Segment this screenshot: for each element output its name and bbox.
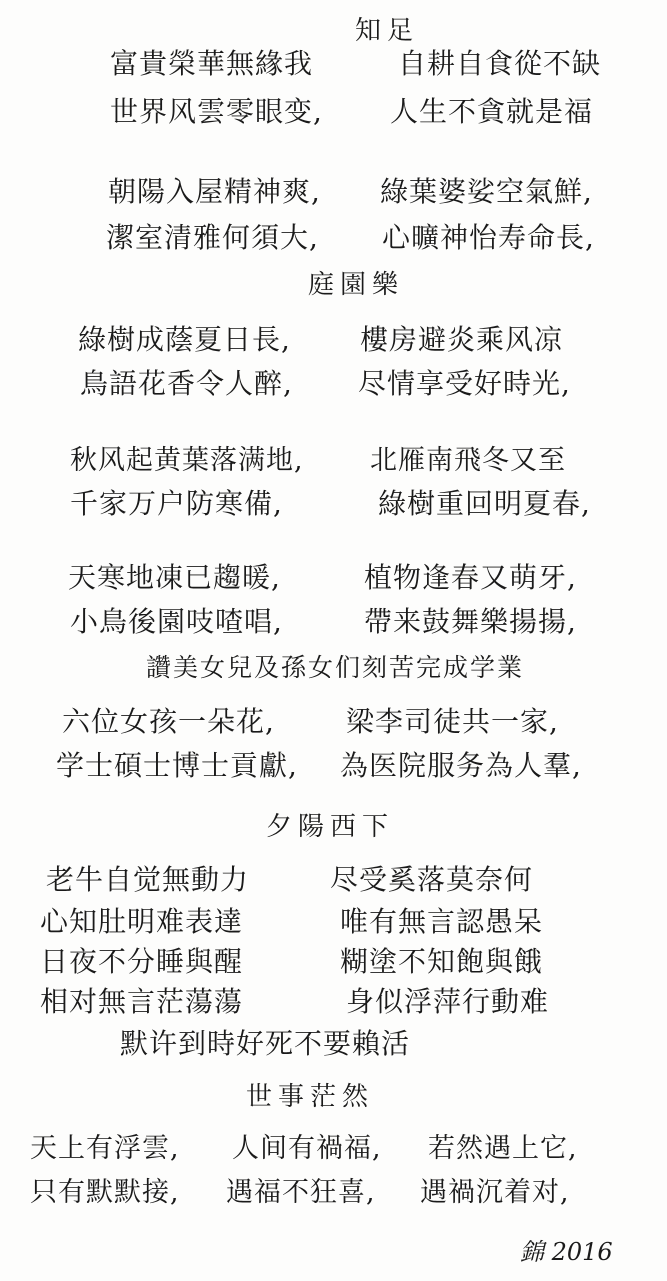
poem-line: 相对無言茫蕩蕩 [40, 985, 244, 1018]
poem-line: 植物逢春又萌牙, [364, 561, 577, 594]
poem-line: 尽情享受好時光, [358, 367, 571, 400]
poem-line: 帶来鼓舞樂揚揚, [364, 605, 577, 638]
poem-line: 身似浮萍行動难 [346, 985, 550, 1018]
poem-line: 六位女孩一朵花, [62, 705, 275, 738]
poem-line: 世界风雲零眼变, [110, 95, 323, 128]
poem-line: 遇福不狂喜, [226, 1177, 376, 1208]
poem-line: 心曠神怡寿命長, [382, 221, 595, 254]
poem-line: 天上有浮雲, [30, 1133, 180, 1164]
poem-line: 自耕自食從不缺 [398, 47, 602, 80]
poem-line: 遇禍沉着对, [420, 1177, 570, 1208]
poem-line: 若然遇上它, [428, 1133, 578, 1164]
section-title: 庭園樂 [308, 270, 405, 300]
section-title: 夕陽西下 [266, 812, 395, 842]
poem-line: 綠葉婆娑空氣鮮, [380, 175, 593, 208]
poem-line: 人间有禍福, [232, 1133, 382, 1164]
poem-line: 学士碩士博士貢獻, [56, 749, 298, 782]
poem-line: 默许到時好死不要賴活 [120, 1027, 411, 1060]
signature: 錦 2016 [520, 1238, 613, 1266]
poem-line: 心知肚明难表達 [40, 905, 244, 938]
poem-line: 秋风起黄葉落满地, [70, 445, 304, 476]
section-title: 世事茫然 [246, 1082, 375, 1112]
poem-line: 天寒地凍已趨暖, [68, 561, 281, 594]
poem-line: 唯有無言認愚呆 [340, 905, 544, 938]
poem-line: 老牛自觉無動力 [46, 863, 250, 896]
poem-line: 尽受奚落莫奈何 [330, 863, 534, 896]
poem-line: 潔室清雅何須大, [106, 221, 319, 254]
poem-line: 綠樹成蔭夏日長, [78, 323, 291, 356]
poem-line: 朝陽入屋精神爽, [108, 175, 321, 208]
poem-line: 糊塗不知飽與餓 [340, 945, 544, 978]
poem-line: 樓房避炎乘风凉 [360, 323, 564, 356]
section-title: 知足 [355, 16, 420, 46]
poem-line: 人生不貪就是福 [390, 95, 594, 128]
poem-line: 梁李司徒共一家, [346, 705, 559, 738]
poem-line: 為医院服务為人羣, [340, 749, 582, 782]
poem-line: 富貴榮華無緣我 [110, 47, 314, 80]
section-title: 讚美女兒及孫女们刻苦完成学業 [146, 653, 525, 682]
poem-line: 小鳥後園吱喳唱, [70, 605, 283, 638]
poem-line: 千家万户防寒備, [70, 487, 283, 520]
poem-line: 只有默默接, [30, 1177, 180, 1208]
poem-line: 綠樹重回明夏春, [378, 487, 591, 520]
poem-line: 鳥語花香令人醉, [80, 367, 293, 400]
poem-line: 日夜不分睡與醒 [40, 945, 244, 978]
poem-line: 北雁南飛冬又至 [370, 445, 566, 476]
